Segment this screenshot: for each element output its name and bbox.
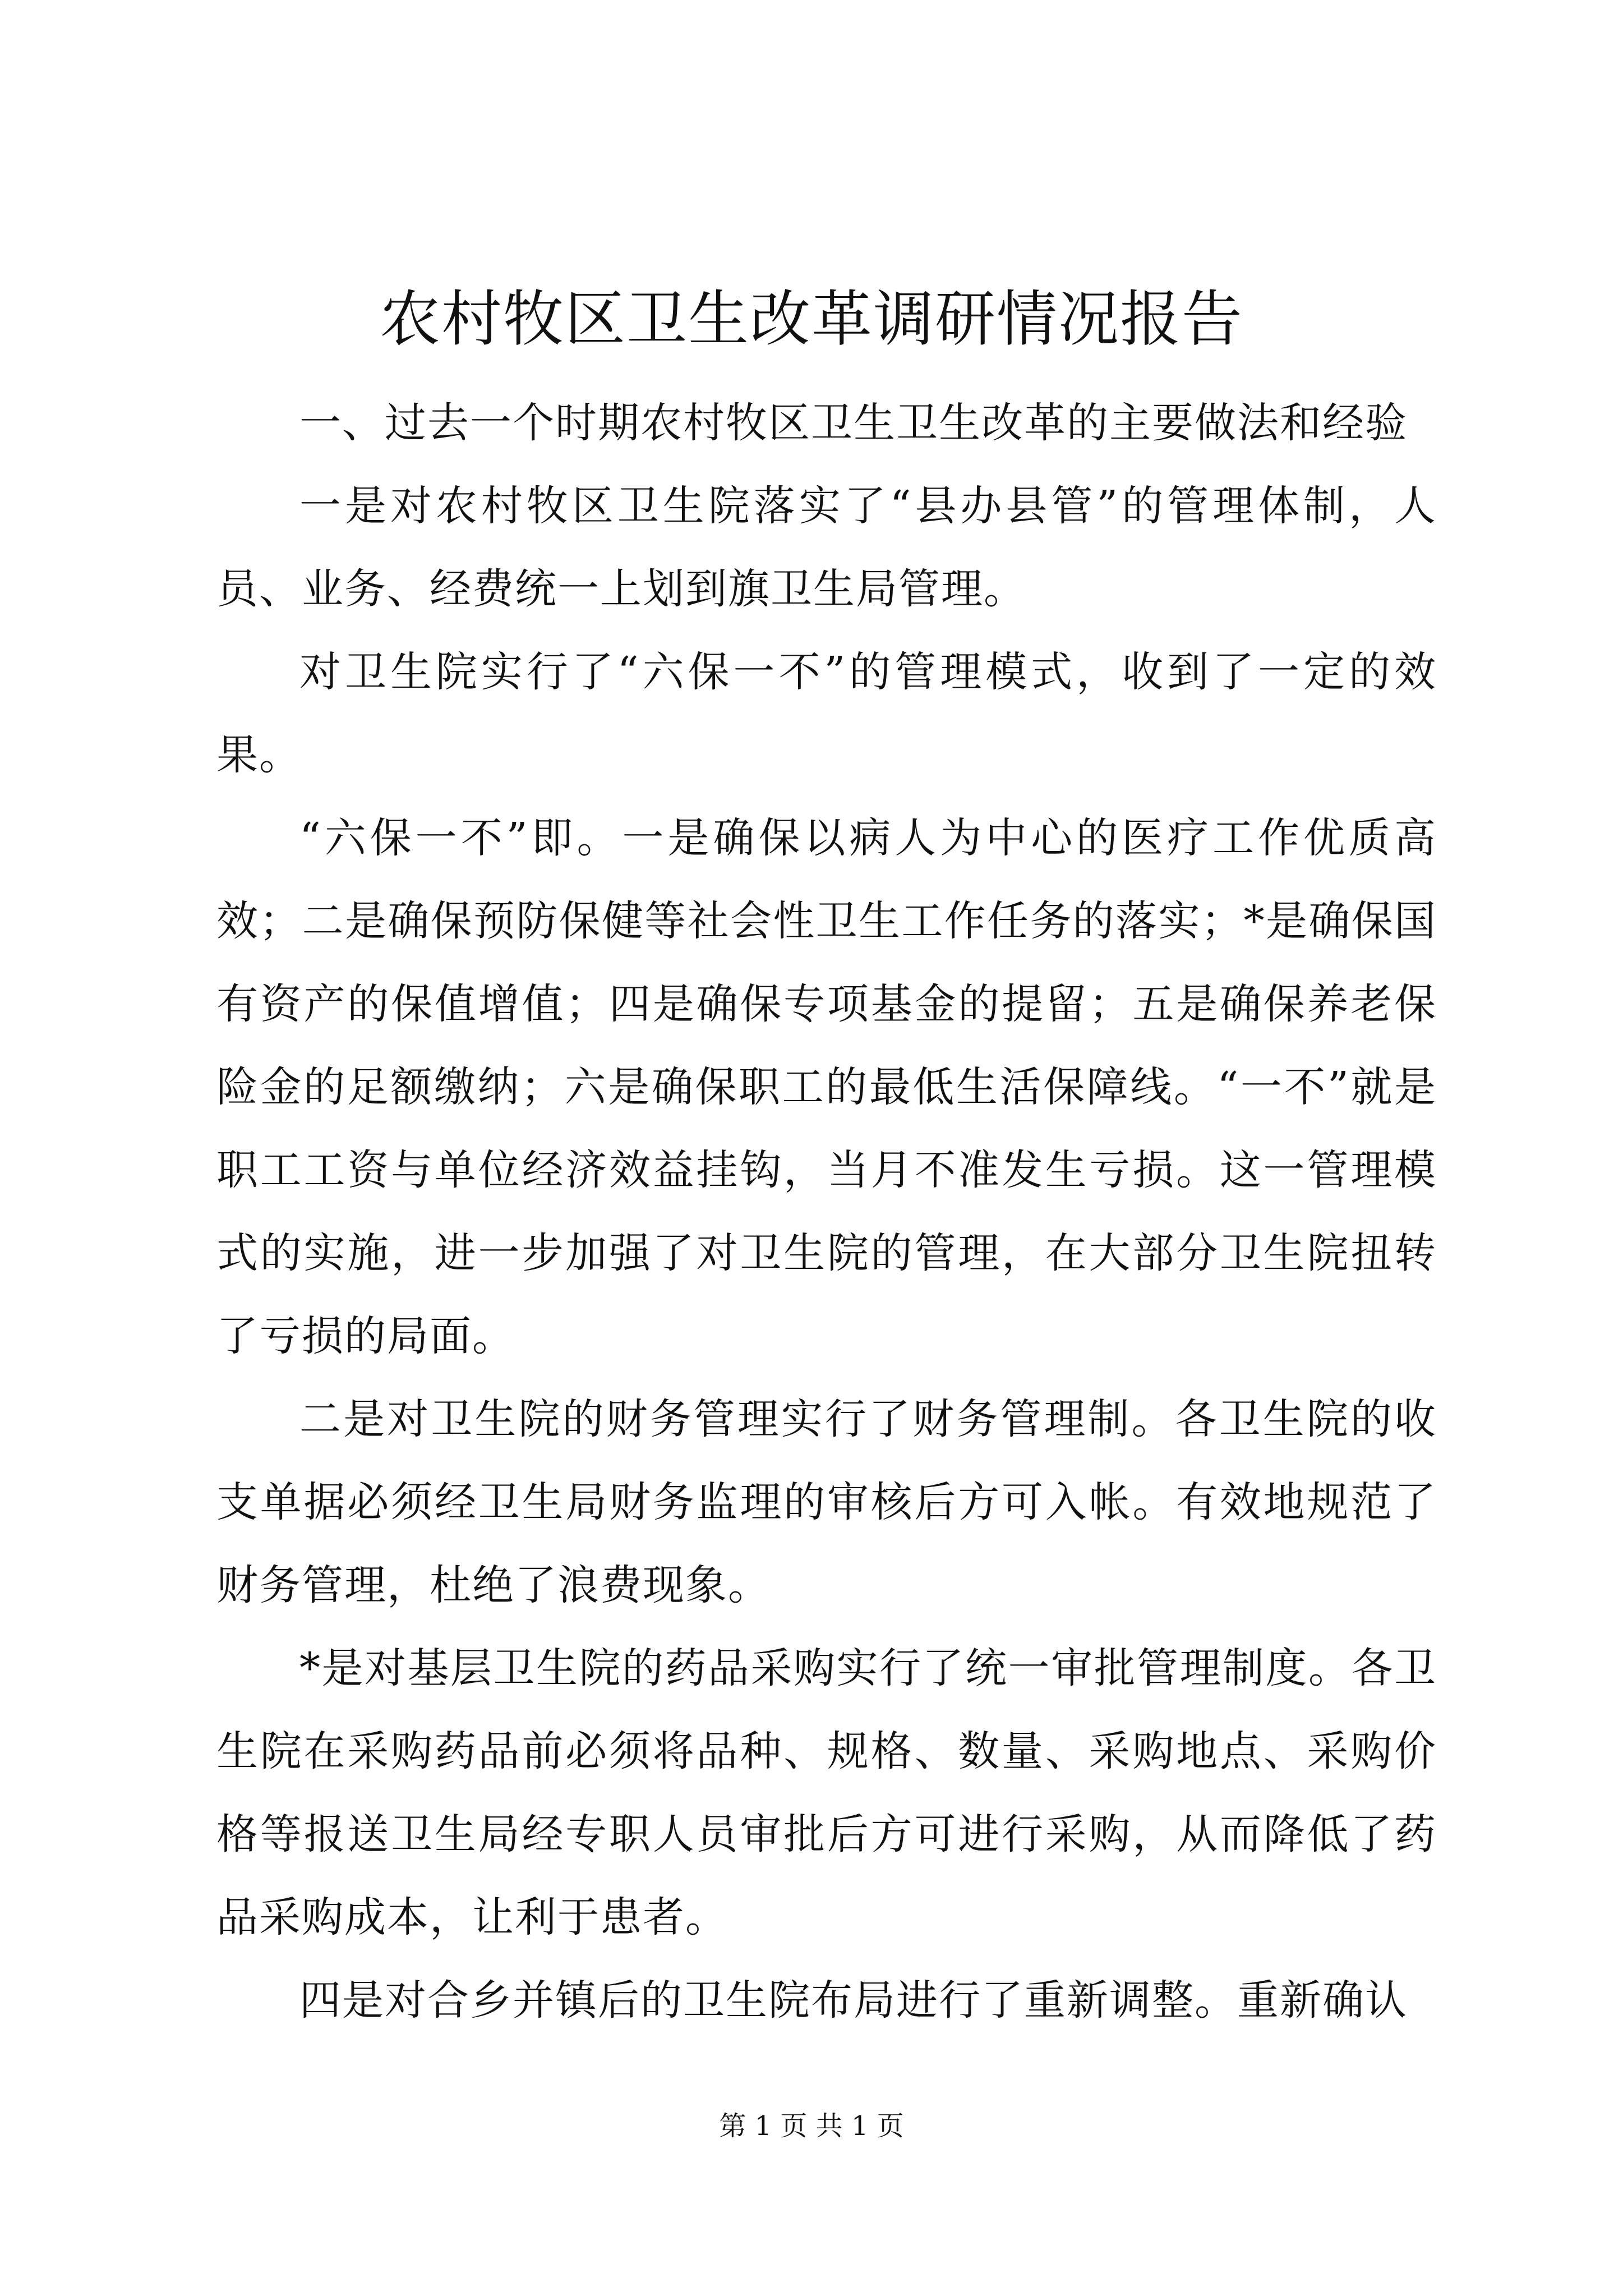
document-body bbox=[216, 381, 1437, 2042]
paragraph: 四是对合乡并镇后的卫生院布局进行了重新调整。重新确认 bbox=[299, 1976, 1408, 2024]
page-footer: 第 1 页 共 1 页 bbox=[719, 2110, 904, 2142]
paragraph: *是对基层卫生院的药品采购实行了统一审批管理制度。各卫生院在采购药品前必须将品种、规格、数量、采购地点、采购价格等报送卫生局经专职人员审批后方可进行采购，从而降低了药品采购成本，让利于患者。 bbox=[216, 1644, 1437, 1941]
paragraph: “六保一不”即。一是确保以病人为中心的医疗工作优质高效；二是确保预防保健等社会性卫生工作任务的落实；*是确保国有资产的保值增值；四是确保专项基金的提留；五是确保养老保险金的足额缴纳；六是确保职工的最低生活保障线。“一不”就是职工工资与单位经济效益挂钩，当月不准发生亏损。这一管理模式的实施，进一步加强了对卫生院的管理，在大部分卫生院扭转了亏损的局面。 bbox=[216, 814, 1437, 1360]
paragraph: 二是对卫生院的财务管理实行了财务管理制。各卫生院的收支单据必须经卫生局财务监理的审核后方可入帐。有效地规范了财务管理，杜绝了浪费现象。 bbox=[216, 1395, 1437, 1609]
document-title: 农村牧区卫生改革调研情况报告 bbox=[379, 284, 1243, 355]
paragraph-section-heading: 一、过去一个时期农村牧区卫生卫生改革的主要做法和经验 bbox=[299, 399, 1408, 447]
paragraph: 对卫生院实行了“六保一不”的管理模式，收到了一定的效果。 bbox=[216, 648, 1437, 779]
paragraph: 一是对农村牧区卫生院落实了“县办县管”的管理体制，人员、业务、经费统一上划到旗卫生局管理。 bbox=[216, 482, 1437, 613]
